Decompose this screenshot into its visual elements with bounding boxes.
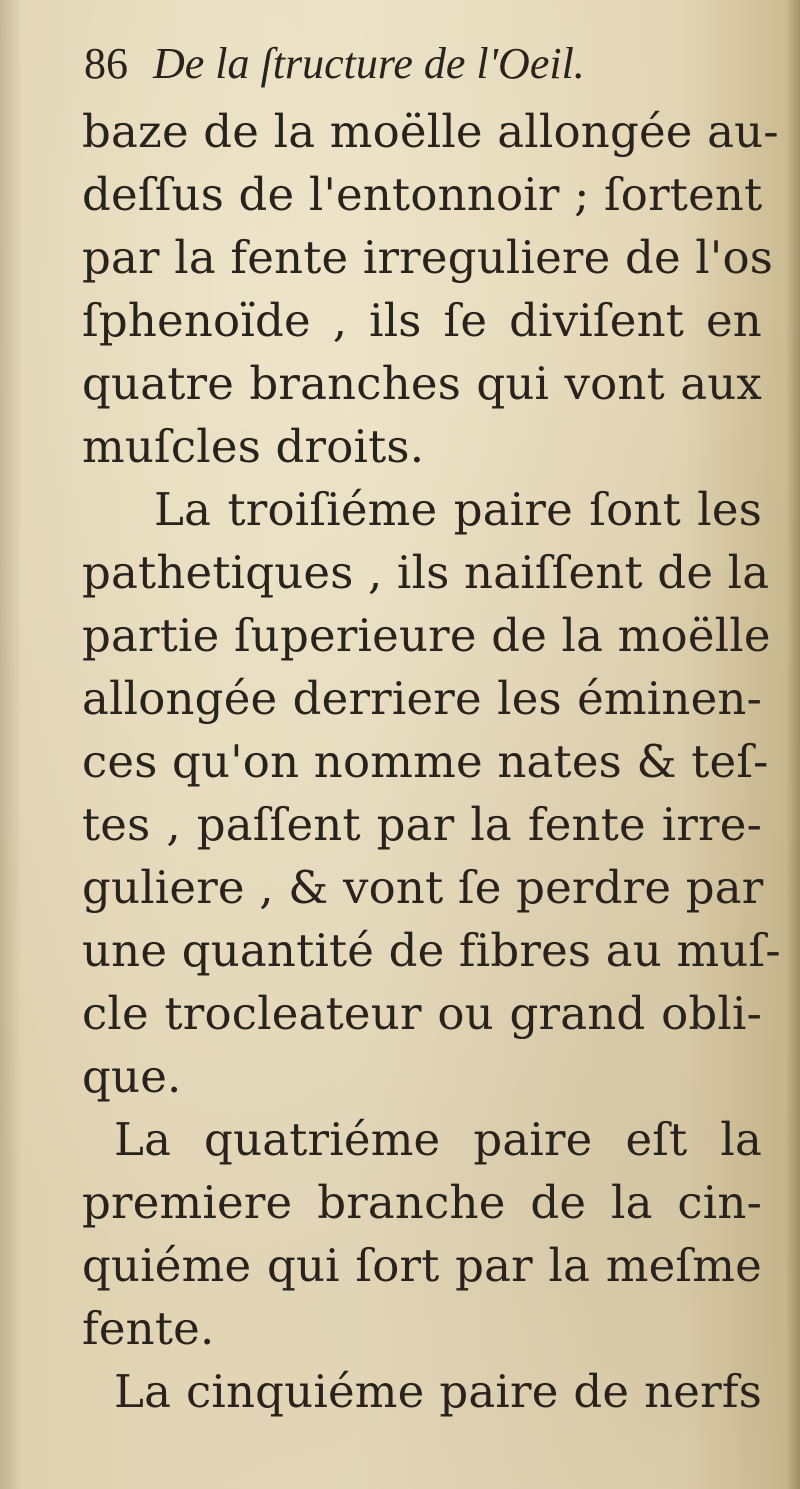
- paragraph-start-line: La cinquiéme paire de nerfs: [114, 1365, 762, 1418]
- paragraph-start-line: La quatriéme paire eſt la: [114, 1113, 762, 1166]
- text-line: pathetiques , ils naiſſent de la: [82, 546, 770, 599]
- page-gutter-shadow: [0, 0, 22, 1489]
- text-line: tes , paſſent par la fente irre-: [82, 798, 762, 851]
- text-line: par la fente irreguliere de l'os: [82, 231, 774, 284]
- text-line: fente.: [82, 1302, 215, 1355]
- text-line: quatre branches qui vont aux: [82, 357, 762, 410]
- page-number: 86: [84, 39, 128, 88]
- body-text: [82, 100, 781, 1423]
- text-line: allongée derriere les éminen-: [82, 672, 762, 725]
- page-edge-shadow: [786, 0, 800, 1489]
- running-title: De la ſtructure de l'Oeil.: [153, 39, 585, 88]
- text-line: muſcles droits.: [82, 420, 425, 473]
- text-line: ces qu'on nomme nates & teſ-: [82, 735, 769, 788]
- text-line: que.: [82, 1050, 182, 1103]
- page-header: [84, 38, 734, 108]
- text-line: baze de la moëlle allongée au-: [82, 105, 779, 158]
- text-line: cle trocleateur ou grand obli-: [82, 987, 762, 1040]
- paragraph-start-line: La troiſiéme paire ſont les: [154, 483, 762, 536]
- text-line: guliere , & vont ſe perdre par: [82, 861, 764, 914]
- text-line: premiere branche de la cin-: [82, 1176, 762, 1229]
- text-line: deſſus de l'entonnoir ; ſortent: [82, 168, 763, 221]
- text-line: une quantité de fibres au muſ-: [82, 924, 781, 977]
- text-line: quiéme qui ſort par la meſme: [82, 1239, 762, 1292]
- text-line: ſphenoïde , ils ſe diviſent en: [82, 294, 762, 347]
- text-line: partie ſuperieure de la moëlle: [82, 609, 771, 662]
